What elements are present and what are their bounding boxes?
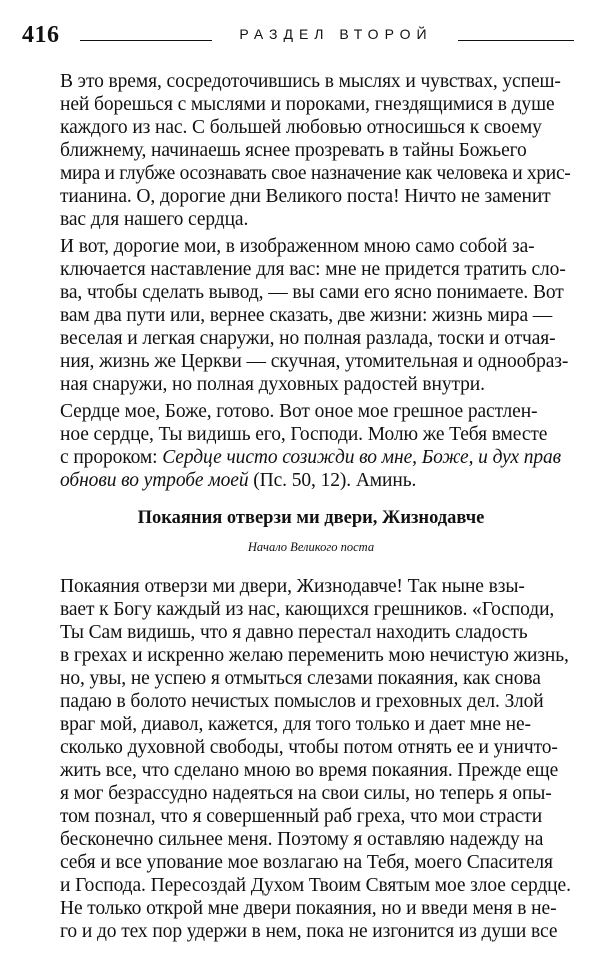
chapter-title: Покаяния отверзи ми двери, Жизнодавче bbox=[137, 508, 485, 528]
text-line: ная снаружи, но полная духовных радостей внутри. bbox=[60, 374, 485, 395]
text-line: ближнему, начинаешь яснее прозревать в тайны Божьего bbox=[60, 140, 527, 161]
text-line: сколько духовной свободы, чтобы потом отнять ее и уничто- bbox=[60, 737, 558, 758]
text-line: Покаяния отверзи ми двери, Жизнодавче! Так ныне взы- bbox=[60, 576, 525, 597]
text-line: ней борешься с мыслями и пороками, гнездящимися в душе bbox=[60, 94, 555, 115]
text-line: каждого из нас. С большей любовью относишься к своему bbox=[60, 117, 542, 138]
scripture-quote: Сердце чисто созижди во мне, Боже, и дух прав bbox=[162, 447, 562, 468]
scripture-reference: (Пс. 50, 12). Аминь. bbox=[248, 470, 417, 491]
paragraph-2 bbox=[50, 235, 572, 396]
header-rule-right bbox=[458, 40, 574, 41]
text-line: враг мой, диавол, кажется, для того только и дает мне не- bbox=[60, 714, 531, 735]
page-header bbox=[22, 20, 574, 50]
text-block-lower bbox=[50, 575, 572, 947]
text-line: го и до тех пор удержи в нем, пока не изгонится из души все bbox=[60, 921, 558, 942]
text-line bbox=[50, 446, 572, 469]
text-line: в грехах и искренно желаю переменить мою нечистую жизнь, bbox=[60, 645, 569, 666]
header-rule-left bbox=[80, 40, 212, 41]
paragraph-1 bbox=[50, 70, 572, 231]
text-line: я мог безрассудно надеяться на свои силы, но теперь я опы- bbox=[60, 783, 552, 804]
text-line: ния, жизнь же Церкви — скучная, утомительная и однообраз- bbox=[60, 351, 569, 372]
text-line: И вот, дорогие мои, в изображенном мною само собой за- bbox=[60, 236, 535, 257]
paragraph-4 bbox=[50, 575, 572, 943]
page-number: 416 bbox=[22, 22, 60, 48]
text-line: вас для нашего сердца. bbox=[60, 209, 249, 230]
text-line: ное сердце, Ты видишь его, Господи. Молю же Тебя вместе bbox=[60, 424, 548, 445]
text-line: В это время, сосредоточившись в мыслях и чувствах, успеш- bbox=[60, 71, 561, 92]
text-line: ключается наставление для вас: мне не придется тратить сло- bbox=[60, 259, 566, 280]
text-line: мира и глубже осознавать свое назначение как человека и хрис- bbox=[60, 163, 571, 184]
text-line: но, увы, не успею я отмыться слезами покаяния, как снова bbox=[60, 668, 541, 689]
text-line: Сердце мое, Боже, готово. Вот оное мое грешное растлен- bbox=[60, 401, 538, 422]
text-line: тианина. О, дорогие дни Великого поста! Ничто не заменит bbox=[60, 186, 551, 207]
scripture-quote: обнови во утробе моей bbox=[60, 470, 249, 491]
text-plain: с пророком: bbox=[60, 447, 163, 468]
section-title: РАЗДЕЛ ВТОРОЙ bbox=[239, 26, 433, 42]
text-line: Ты Сам видишь, что я давно перестал находить сладость bbox=[60, 622, 528, 643]
text-line: падаю в болото нечистых помыслов и греховных дел. Злой bbox=[60, 691, 544, 712]
text-line: бесконечно сильнее меня. Поэтому я оставляю надежду на bbox=[60, 829, 544, 850]
text-line: ва, чтобы сделать вывод, — вы сами его ясно понимаете. Вот bbox=[60, 282, 564, 303]
text-line: и Господа. Пересоздай Духом Твоим Святым мое злое сердце. bbox=[60, 875, 571, 896]
text-line: себя и все упование мое возлагаю на Тебя, моего Спасителя bbox=[60, 852, 553, 873]
text-line: вает к Богу каждый из нас, кающихся грешников. «Господи, bbox=[60, 599, 555, 620]
text-line bbox=[50, 469, 572, 492]
text-block-upper bbox=[50, 70, 572, 496]
text-line: веселая и легкая снаружи, но полная разлада, тоски и отчая- bbox=[60, 328, 556, 349]
text-line: Не только открой мне двери покаяния, но и введи меня в не- bbox=[60, 898, 557, 919]
text-line: том познал, что я совершенный раб греха, что мои страсти bbox=[60, 806, 543, 827]
paragraph-3 bbox=[50, 400, 572, 492]
text-line: жить все, что сделано мною во время покаяния. Прежде еще bbox=[60, 760, 559, 781]
text-line: вам два пути или, вернее сказать, две жизни: жизнь мира — bbox=[60, 305, 553, 326]
chapter-subtitle: Начало Великого поста bbox=[247, 540, 375, 554]
